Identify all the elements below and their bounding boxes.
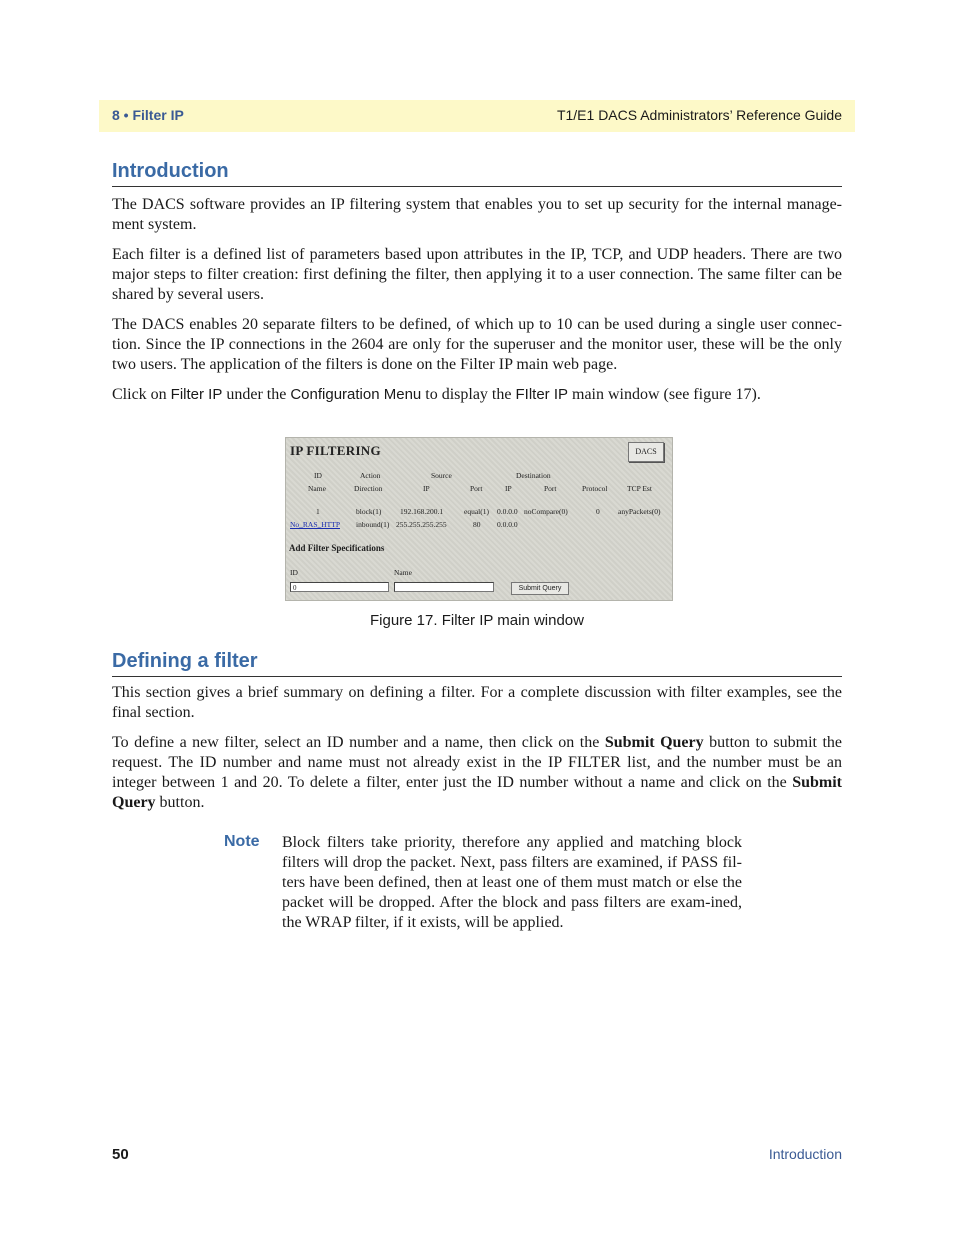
page-number: 50 (112, 1146, 129, 1163)
source-group-header: Source (431, 471, 452, 480)
row1-tcp-est: anyPackets(0) (618, 507, 661, 516)
row1-src-port: equal(1) (464, 507, 489, 516)
ui-term-filter-ip: Filter IP (170, 386, 223, 403)
intro-paragraph-1: The DACS software provides an IP filtering system that enables you to set up security for the internal manage-ment system. (112, 196, 842, 233)
intro-paragraph-4 (112, 385, 842, 405)
submit-query-button[interactable]: Submit Query (511, 582, 569, 595)
chapter-label: 8 • Filter IP (112, 107, 184, 123)
col-direction: Direction (354, 484, 383, 493)
col-src-ip: IP (423, 484, 430, 493)
dacs-button[interactable]: DACS (628, 442, 664, 462)
bold-term: Submit Query (112, 774, 842, 811)
text-run: under the (222, 386, 291, 403)
row1-src-ip: 192.168.200.1 (400, 507, 444, 516)
ui-term-configuration-menu: Configuration Menu (290, 386, 422, 403)
defining-paragraph-2 (112, 733, 842, 813)
defining-paragraph-1: This section gives a brief summary on defining a filter. For a complete discussion with filter examples, see the final section. (112, 684, 842, 721)
row2-dst-ip: 0.0.0.0 (497, 520, 518, 529)
row2-src-mask: 255.255.255.255 (396, 520, 447, 529)
guide-title: T1/E1 DACS Administrators’ Reference Guide (556, 107, 842, 123)
col-name: Name (308, 484, 326, 493)
col-id: ID (314, 471, 322, 480)
col-dst-ip: IP (505, 484, 512, 493)
col-protocol: Protocol (582, 484, 608, 493)
id-field-label: ID (290, 568, 298, 577)
defining-filter-heading: Defining a filter (112, 650, 842, 677)
note-text: Block filters take priority, therefore any applied and matching block filters will drop the packet. Next, pass filters are examined, if PASS fil-ters have been defined, then at least one of them must match or else the packet will be dropped. After the block and pass filters are exam-ined, the WRAP filter, if it exists, will be applied. (282, 834, 742, 931)
col-src-port: Port (470, 484, 483, 493)
intro-paragraph-2: Each filter is a defined list of parameters based upon attributes in the IP, TCP, and UDP headers. There are two major steps to filter creation: first defining the filter, then applying it to a user connection. The same filter can be shared by several users. (112, 246, 842, 303)
add-filter-heading: Add Filter Specifications (289, 543, 385, 553)
figure-caption: Figure 17. Filter IP main window (370, 612, 584, 629)
row2-src-port: 80 (473, 520, 481, 529)
text-run: to display the (421, 386, 516, 403)
text-run: Click on (112, 386, 171, 403)
note-label: Note (224, 833, 260, 850)
row1-action: block(1) (356, 507, 382, 516)
row1-dst-port: noCompare(0) (524, 507, 568, 516)
figure-title: IP FILTERING (290, 443, 381, 458)
text-run: main window (see figure 17). (568, 386, 761, 403)
row2-name-link[interactable]: No_RAS_HTTP (290, 520, 341, 529)
bold-term: Submit Query (604, 734, 704, 751)
col-dst-port: Port (544, 484, 557, 493)
row1-id: 1 (316, 507, 320, 516)
running-header (99, 100, 855, 132)
filter-ip-screenshot (285, 437, 673, 601)
col-tcp-est: TCP Est (627, 484, 652, 493)
name-field-label: Name (394, 568, 412, 577)
text-run: button to submit the request. The ID number and name must not already exist in the IP FILTER list, and the number must be an integer between 1 and 20. To delete a filter, enter just the ID number without a name and click on the (112, 734, 842, 791)
ui-term-filter-ip-window: FIlter IP (515, 386, 568, 403)
destination-group-header: Destination (516, 471, 551, 480)
id-input[interactable]: 0 (290, 582, 389, 592)
intro-paragraph-3: The DACS enables 20 separate filters to be defined, of which up to 10 can be used during a single user connec-tion. Since the IP connections in the 2604 are only for the superuser and the monitor user, these will be the only two users. The application of the filters is done on the Filter IP main web page. (112, 316, 842, 373)
name-input[interactable] (394, 582, 494, 592)
row1-protocol: 0 (596, 507, 600, 516)
text-run: To define a new filter, select an ID number and a name, then click on the (112, 734, 605, 751)
row1-dst-ip: 0.0.0.0 (497, 507, 518, 516)
footer-section: Introduction (768, 1146, 842, 1162)
col-action: Action (360, 471, 381, 480)
introduction-heading: Introduction (112, 160, 842, 187)
text-run: button. (155, 794, 205, 811)
row2-direction: inbound(1) (356, 520, 390, 529)
